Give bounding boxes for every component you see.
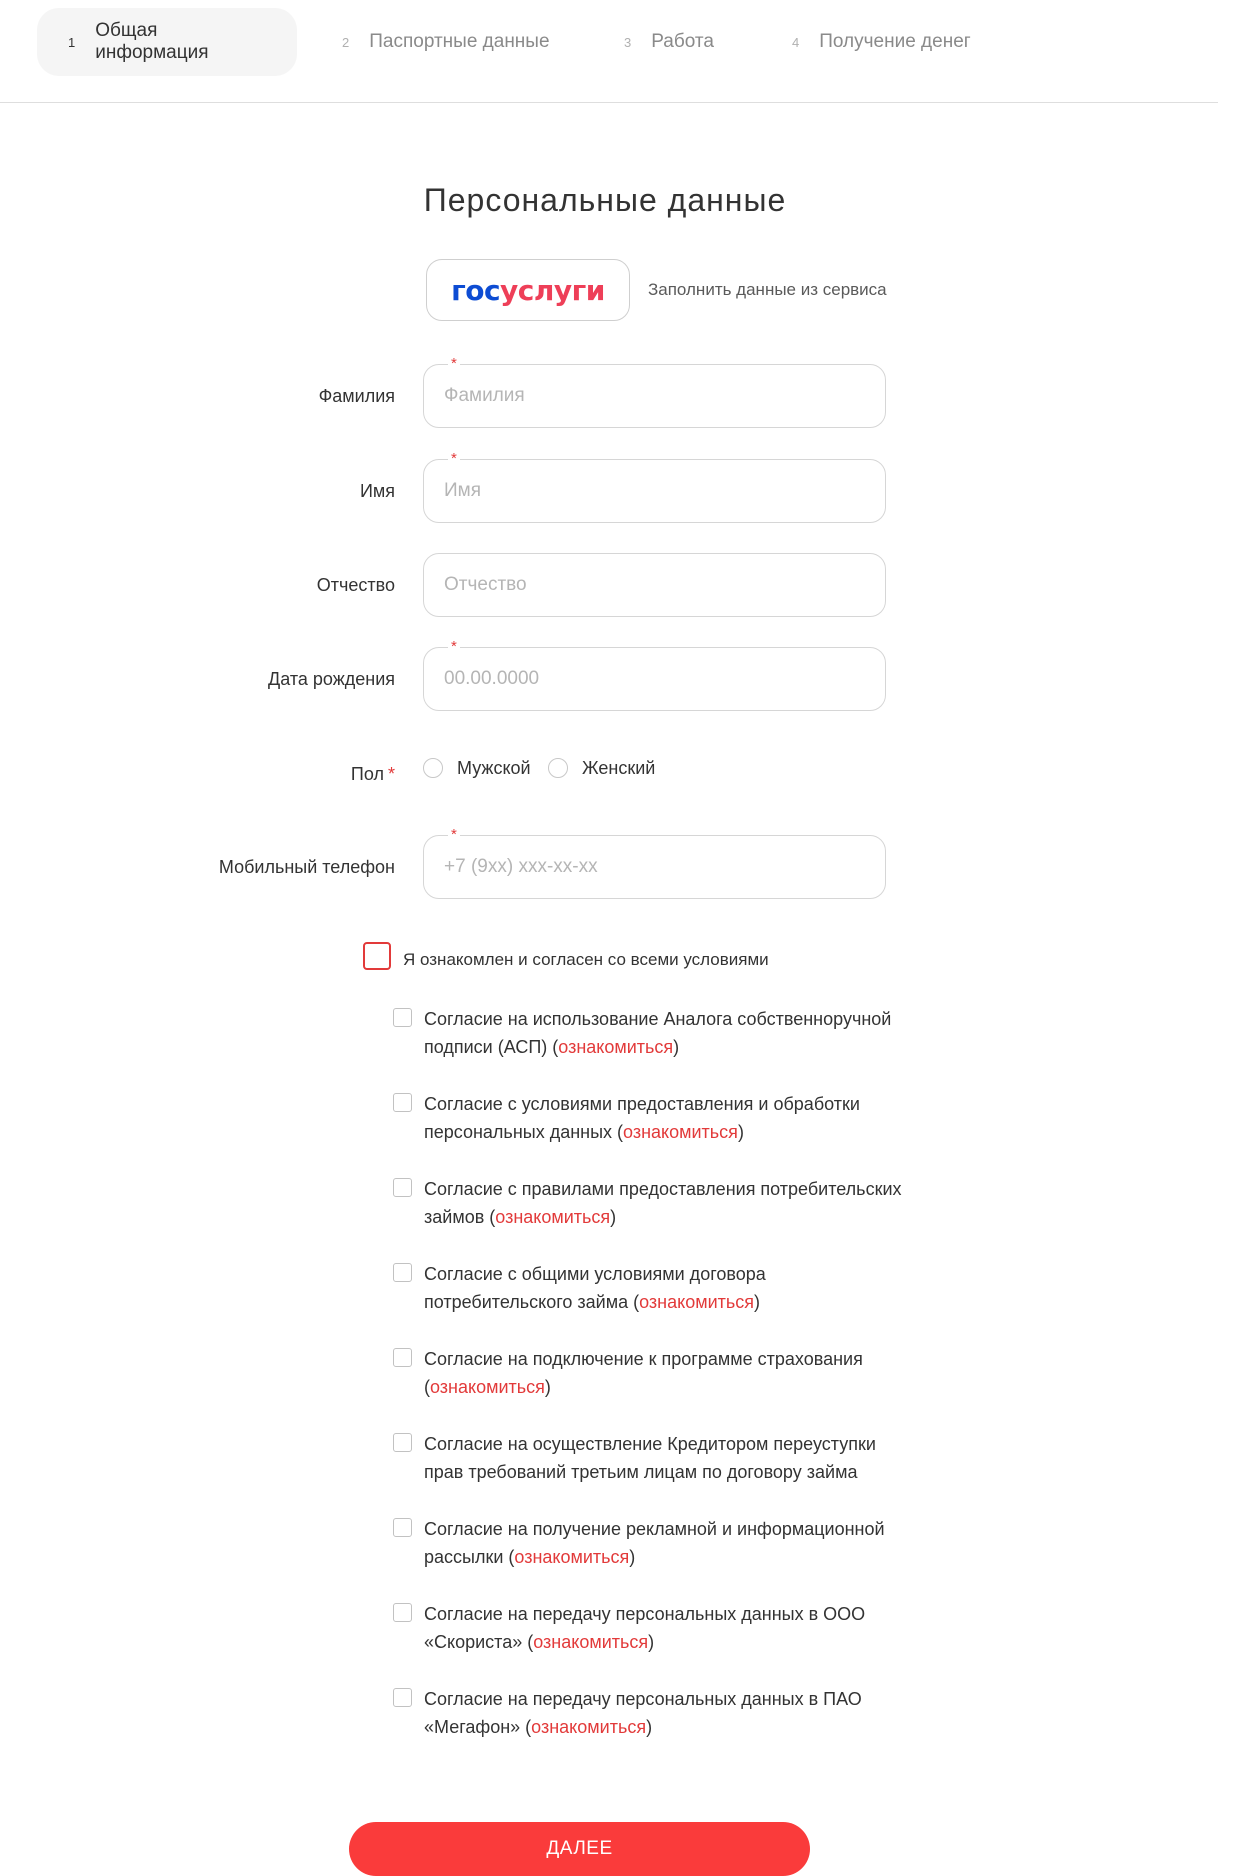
checkbox-box — [393, 1688, 412, 1707]
checkbox-box — [363, 942, 391, 970]
checkbox-box — [393, 1348, 412, 1367]
gender-female-radio[interactable] — [548, 754, 655, 782]
consent-label: Согласие на получение рекламной и информационной рассылки (ознакомиться) — [424, 1519, 885, 1567]
consent-read-link[interactable]: ознакомиться — [533, 1632, 649, 1652]
step-number: 2 — [342, 34, 350, 50]
checkbox-box — [393, 1518, 412, 1537]
consent-label: Согласие с правилами предоставления потребительских займов (ознакомиться) — [424, 1179, 902, 1227]
required-mark: * — [448, 640, 460, 654]
gender-male-radio[interactable] — [423, 754, 531, 782]
step-passport-data[interactable] — [342, 8, 550, 76]
lastname-row — [0, 355, 1235, 428]
gender-label: Пол * — [350, 764, 395, 784]
step-general-info[interactable] — [37, 8, 297, 76]
page-title: Персональные данные — [423, 182, 787, 218]
checkbox-box — [393, 1433, 412, 1452]
lastname-input[interactable] — [423, 364, 886, 428]
step-label: Получение денег — [819, 31, 971, 52]
middlename-label: Отчество — [316, 575, 395, 595]
birthdate-input[interactable] — [423, 647, 886, 711]
consent-label: Согласие на передачу персональных данных в ООО «Скориста» (ознакомиться) — [424, 1604, 866, 1652]
radio-label: Женский — [582, 757, 656, 778]
agree-all-label: Я ознакомлен и согласен со всеми условиями — [403, 950, 769, 969]
consent-assignment-checkbox[interactable] — [393, 1430, 913, 1486]
consent-read-link[interactable]: ознакомиться — [531, 1717, 647, 1737]
firstname-input[interactable] — [423, 459, 886, 523]
step-number: 1 — [68, 34, 76, 50]
consent-personal-data-checkbox[interactable] — [393, 1090, 913, 1146]
step-label: Паспортные данные — [369, 31, 550, 52]
consent-read-link[interactable]: ознакомиться — [558, 1037, 674, 1057]
consent-skorista-checkbox[interactable] — [393, 1600, 913, 1656]
consent-read-link[interactable]: ознакомиться — [639, 1292, 755, 1312]
gosuslugi-button[interactable] — [426, 259, 630, 321]
required-mark: * — [387, 764, 395, 784]
step-receive-money[interactable] — [792, 8, 971, 76]
phone-label: Мобильный телефон — [218, 857, 395, 877]
consent-advertising-checkbox[interactable] — [393, 1515, 913, 1571]
middlename-input[interactable] — [423, 553, 886, 617]
stepper — [0, 0, 1218, 103]
gosuslugi-hint: Заполнить данные из сервиса — [648, 280, 887, 299]
middlename-row — [0, 553, 1235, 617]
consent-read-link[interactable]: ознакомиться — [495, 1207, 611, 1227]
consent-insurance-checkbox[interactable] — [393, 1345, 913, 1401]
required-mark: * — [448, 452, 460, 466]
checkbox-box — [393, 1093, 412, 1112]
required-mark: * — [448, 357, 460, 371]
consent-label: Согласие с общими условиями договора потребительского займа (ознакомиться) — [424, 1264, 766, 1312]
checkbox-box — [393, 1008, 412, 1027]
birthdate-label: Дата рождения — [268, 669, 395, 689]
consent-megafon-checkbox[interactable] — [393, 1685, 913, 1741]
consent-label: Согласие на подключение к программе страхования (ознакомиться) — [424, 1349, 863, 1397]
step-work[interactable] — [624, 8, 714, 76]
step-label: Общая информация — [95, 20, 209, 63]
gosuslugi-logo: госуслуги — [451, 273, 605, 307]
consent-label: Согласие на передачу персональных данных в ПАО «Мегафон» (ознакомиться) — [424, 1689, 862, 1737]
gender-row — [0, 754, 1235, 794]
birthdate-row — [0, 638, 1235, 711]
step-number: 4 — [792, 34, 800, 50]
consent-loan-terms-checkbox[interactable] — [393, 1260, 913, 1316]
step-number: 3 — [624, 34, 632, 50]
next-button[interactable]: ДАЛЕЕ — [349, 1822, 810, 1876]
agree-all-checkbox[interactable] — [363, 942, 769, 970]
step-label: Работа — [651, 31, 714, 52]
radio-label: Мужской — [457, 757, 531, 778]
checkbox-box — [393, 1263, 412, 1282]
consent-read-link[interactable]: ознакомиться — [514, 1547, 630, 1567]
phone-input[interactable] — [423, 835, 886, 899]
firstname-row — [0, 450, 1235, 523]
consent-label: Согласие с условиями предоставления и обработки персональных данных (ознакомиться) — [424, 1094, 860, 1142]
consent-label: Согласие на осуществление Кредитором переуступки прав требований третьим лицам по договору займа — [424, 1434, 876, 1482]
checkbox-box — [393, 1603, 412, 1622]
required-mark: * — [448, 828, 460, 842]
checkbox-box — [393, 1178, 412, 1197]
consent-read-link[interactable]: ознакомиться — [430, 1377, 545, 1397]
radio-circle — [548, 758, 568, 778]
consent-loan-rules-checkbox[interactable] — [393, 1175, 913, 1231]
phone-row — [0, 826, 1235, 899]
consent-asp-checkbox[interactable] — [393, 1005, 913, 1061]
radio-circle — [423, 758, 443, 778]
consent-read-link[interactable]: ознакомиться — [623, 1122, 738, 1142]
lastname-label: Фамилия — [318, 386, 395, 406]
firstname-label: Имя — [359, 481, 395, 501]
consent-label: Согласие на использование Аналога собственноручной подписи (АСП) (ознакомиться) — [424, 1009, 892, 1057]
